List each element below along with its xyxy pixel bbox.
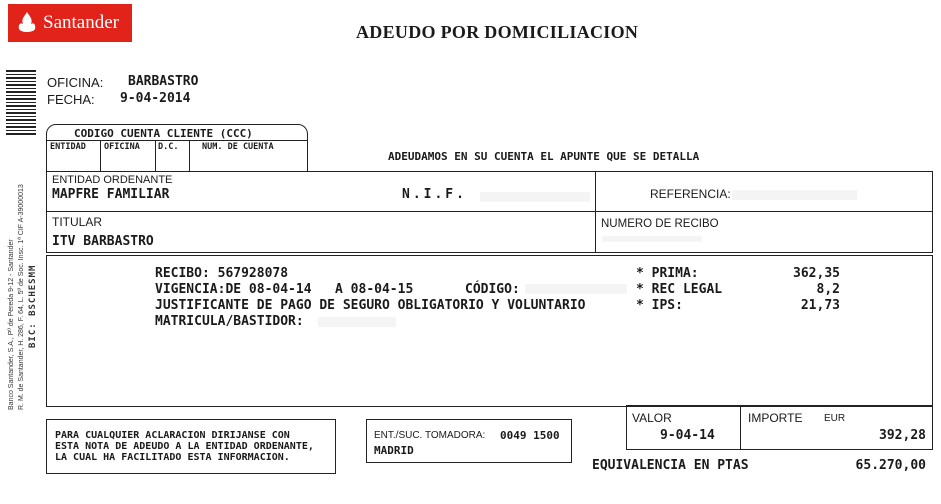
ccc-col-oficina: OFICINA bbox=[104, 142, 140, 152]
prima-value: 362,35 bbox=[793, 266, 840, 281]
importe-currency: EUR bbox=[824, 413, 846, 424]
document-title: ADEUDO POR DOMICILIACION bbox=[356, 22, 639, 42]
ips-value: 21,73 bbox=[800, 298, 840, 313]
tomadora-label: ENT./SUC. TOMADORA: bbox=[374, 430, 486, 441]
aclaracion-text: PARA CUALQUIER ACLARACION DIRIJANSE CON ESTA NOTA DE ADEUDO A LA ENTIDAD ORDENANTE, LA CUAL HA FACILITADO ESTA INFORMACION. bbox=[55, 430, 314, 463]
numero-recibo-redacted bbox=[602, 236, 702, 242]
titular-value: ITV BARBASTRO bbox=[52, 234, 154, 249]
codigo-redacted bbox=[525, 284, 627, 294]
adeudamos-text: ADEUDAMOS EN SU CUENTA EL APUNTE QUE SE DETALLA bbox=[388, 150, 700, 163]
codigo-label: CÓDIGO: bbox=[465, 282, 520, 297]
valor-value: 9-04-14 bbox=[660, 428, 715, 443]
numero-recibo-label: NUMERO DE RECIBO bbox=[601, 218, 719, 230]
ccc-col-dc: D.C. bbox=[158, 142, 179, 152]
barcode bbox=[6, 70, 36, 136]
legal-text-1: Banco Santander, S.A., Pº de Pereda 9-12 - Santander bbox=[8, 239, 15, 410]
nif-label: N.I.F. bbox=[402, 187, 467, 202]
vigencia-line: VIGENCIA:DE 08-04-14 A 08-04-15 bbox=[155, 282, 414, 297]
nif-redacted bbox=[480, 192, 590, 202]
bic-code: BIC: BSCHESMM bbox=[28, 264, 38, 348]
ordenante-value: MAPFRE FAMILIAR bbox=[52, 187, 170, 202]
brand-name: Santander bbox=[43, 12, 119, 33]
recibo-line: RECIBO: 567928078 bbox=[155, 266, 289, 281]
ordenante-label: ENTIDAD ORDENANTE bbox=[52, 174, 173, 186]
tomadora-code: 0049 1500 bbox=[500, 429, 560, 442]
matricula-redacted bbox=[318, 317, 396, 327]
oficina-label: OFICINA: bbox=[47, 75, 104, 90]
importe-value: 392,28 bbox=[879, 428, 926, 443]
legal-text-2: R. M. de Santander, H. 286, F. 64, L. 5º de Soc. Insc. 1ª CIF A-39000013 bbox=[18, 184, 25, 410]
ordenante-grid bbox=[46, 171, 933, 253]
ccc-col-cuenta: NUM. DE CUENTA bbox=[202, 142, 274, 152]
referencia-label: REFERENCIA: bbox=[650, 187, 731, 201]
matricula-label: MATRICULA/BASTIDOR: bbox=[155, 314, 304, 329]
ccc-col-entidad: ENTIDAD bbox=[50, 142, 86, 152]
ips-label: * IPS: bbox=[636, 298, 683, 313]
oficina-value: BARBASTRO bbox=[128, 74, 199, 89]
tomadora-city: MADRID bbox=[374, 444, 414, 457]
referencia-redacted bbox=[732, 190, 857, 200]
equivalencia-value: 65.270,00 bbox=[855, 458, 926, 473]
importe-label: IMPORTE bbox=[748, 411, 803, 425]
justificante-line: JUSTIFICANTE DE PAGO DE SEGURO OBLIGATORIO Y VOLUNTARIO bbox=[155, 298, 586, 313]
rec-legal-label: * REC LEGAL bbox=[636, 282, 723, 297]
ccc-header: CODIGO CUENTA CLIENTE (CCC) bbox=[74, 127, 253, 140]
prima-label: * PRIMA: bbox=[636, 266, 699, 281]
titular-label: TITULAR bbox=[52, 215, 103, 229]
fecha-value: 9-04-2014 bbox=[120, 91, 191, 106]
valor-label: VALOR bbox=[632, 411, 672, 425]
equivalencia-label: EQUIVALENCIA EN PTAS bbox=[592, 458, 749, 473]
santander-logo bbox=[8, 4, 132, 42]
flame-icon bbox=[16, 11, 38, 35]
fecha-label: FECHA: bbox=[47, 92, 95, 107]
rec-legal-value: 8,2 bbox=[816, 282, 840, 297]
